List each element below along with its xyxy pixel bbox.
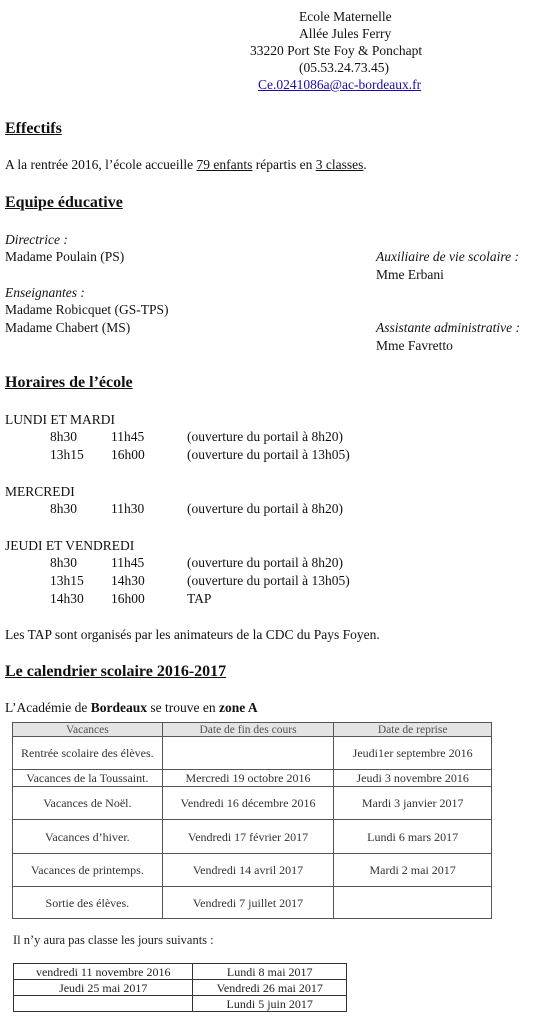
academie-intro xyxy=(5,699,258,716)
cell-reprise: Jeudi 3 novembre 2016 xyxy=(334,770,492,787)
horaire-start: 8h30 xyxy=(50,429,77,444)
cell-vacances: Vacances de Noël. xyxy=(13,787,163,820)
table-row xyxy=(13,737,492,770)
admin-label: Assistante administrative : xyxy=(376,320,520,335)
cell-jour-off: Jeudi 25 mai 2017 xyxy=(14,980,193,996)
horaire-note: (ouverture du portail à 8h20) xyxy=(187,501,343,516)
horaires-heading: Horaires de l’école xyxy=(5,374,133,391)
admin-name: Mme Favretto xyxy=(376,338,453,353)
cell-fin-cours: Vendredi 7 juillet 2017 xyxy=(162,887,334,919)
cell-jour-off: Lundi 8 mai 2017 xyxy=(193,964,347,980)
cell-fin-cours: Vendredi 16 décembre 2016 xyxy=(162,787,334,820)
effectifs-children: 79 enfants xyxy=(196,157,253,172)
cell-reprise: Mardi 2 mai 2017 xyxy=(334,854,492,887)
cell-vacances: Vacances d’hiver. xyxy=(13,820,163,854)
cell-jour-off xyxy=(14,996,193,1012)
horaire-start: 14h30 xyxy=(50,591,84,606)
group-title-mercredi: MERCREDI xyxy=(5,484,75,499)
table-row xyxy=(13,820,492,854)
calendar-table xyxy=(12,722,492,919)
cell-vacances: Vacances de printemps. xyxy=(13,854,163,887)
horaire-end: 11h30 xyxy=(111,501,145,516)
cell-reprise: Mardi 3 janvier 2017 xyxy=(334,787,492,820)
effectifs-text xyxy=(5,156,367,173)
col-header-reprise: Date de reprise xyxy=(334,723,492,737)
group-title-jeudi-vendredi: JEUDI ET VENDREDI xyxy=(5,538,135,553)
table-row xyxy=(14,980,347,996)
horaire-note: (ouverture du portail à 8h20) xyxy=(187,555,343,570)
directrice-name: Madame Poulain (PS) xyxy=(5,249,125,264)
cell-jour-off: vendredi 11 novembre 2016 xyxy=(14,964,193,980)
cell-fin-cours: Mercredi 19 octobre 2016 xyxy=(162,770,334,787)
equipe-heading: Equipe éducative xyxy=(5,194,123,211)
table-row xyxy=(14,996,347,1012)
school-address xyxy=(250,8,422,93)
horaire-note: (ouverture du portail à 13h05) xyxy=(187,573,350,588)
effectifs-heading: Effectifs xyxy=(5,120,62,137)
horaire-start: 13h15 xyxy=(50,573,84,588)
table-row xyxy=(13,887,492,919)
enseignante-1: Madame Robicquet (GS-TPS) xyxy=(5,302,169,317)
cell-fin-cours xyxy=(162,737,334,770)
cell-vacances: Sortie des élèves. xyxy=(13,887,163,919)
cell-jour-off: Vendredi 26 mai 2017 xyxy=(193,980,347,996)
table-row xyxy=(13,770,492,787)
effectifs-text-c: . xyxy=(363,157,367,172)
jours-off-table xyxy=(13,963,347,1012)
academie-intro-b: se trouve en xyxy=(146,700,219,715)
horaire-start: 8h30 xyxy=(50,555,77,570)
directrice-label: Directrice : xyxy=(5,232,68,247)
cell-fin-cours: Vendredi 17 février 2017 xyxy=(162,820,334,854)
cell-fin-cours: Vendredi 14 avril 2017 xyxy=(162,854,334,887)
calendrier-heading: Le calendrier scolaire 2016-2017 xyxy=(5,663,227,680)
cell-reprise xyxy=(334,887,492,919)
horaire-end: 11h45 xyxy=(111,429,145,444)
school-email-link[interactable]: Ce.0241086a@ac-bordeaux.fr xyxy=(258,77,422,92)
horaire-end: 11h45 xyxy=(111,555,145,570)
group-title-lundi-mardi: LUNDI ET MARDI xyxy=(5,412,115,427)
col-header-fin-cours: Date de fin des cours xyxy=(162,723,334,737)
school-name: Ecole Maternelle xyxy=(299,9,392,24)
enseignantes-label: Enseignantes : xyxy=(5,285,85,300)
col-header-vacances: Vacances xyxy=(13,723,163,737)
cell-reprise: Lundi 6 mars 2017 xyxy=(334,820,492,854)
horaire-start: 8h30 xyxy=(50,501,77,516)
cell-vacances: Rentrée scolaire des élèves. xyxy=(13,737,163,770)
horaire-end: 14h30 xyxy=(111,573,145,588)
school-city: 33220 Port Ste Foy & Ponchapt xyxy=(250,43,423,58)
avs-label: Auxiliaire de vie scolaire : xyxy=(376,249,519,264)
cell-vacances: Vacances de la Toussaint. xyxy=(13,770,163,787)
academie-intro-a: L’Académie de xyxy=(5,700,91,715)
school-phone: (05.53.24.73.45) xyxy=(299,60,389,75)
school-street: Allée Jules Ferry xyxy=(299,26,392,41)
table-row xyxy=(13,787,492,820)
effectifs-classes: 3 classes xyxy=(315,157,364,172)
cell-reprise: Jeudi1er septembre 2016 xyxy=(334,737,492,770)
calendar-header-row xyxy=(13,723,492,737)
tap-note: Les TAP sont organisés par les animateurs de la CDC du Pays Foyen. xyxy=(5,627,380,642)
jours-off-intro: Il n’y aura pas classe les jours suivants : xyxy=(13,933,214,947)
horaire-note: TAP xyxy=(187,591,212,606)
effectifs-text-a: A la rentrée 2016, l’école accueille xyxy=(5,157,197,172)
cell-jour-off: Lundi 5 juin 2017 xyxy=(193,996,347,1012)
horaire-end: 16h00 xyxy=(111,591,145,606)
horaire-start: 13h15 xyxy=(50,447,84,462)
academie-zone: zone A xyxy=(218,700,258,715)
effectifs-text-b: répartis en xyxy=(252,157,316,172)
horaire-end: 16h00 xyxy=(111,447,145,462)
academie-name: Bordeaux xyxy=(90,700,147,715)
table-row xyxy=(14,964,347,980)
avs-name: Mme Erbani xyxy=(376,267,444,282)
enseignante-2: Madame Chabert (MS) xyxy=(5,320,131,335)
horaire-note: (ouverture du portail à 13h05) xyxy=(187,447,350,462)
table-row xyxy=(13,854,492,887)
horaire-note: (ouverture du portail à 8h20) xyxy=(187,429,343,444)
